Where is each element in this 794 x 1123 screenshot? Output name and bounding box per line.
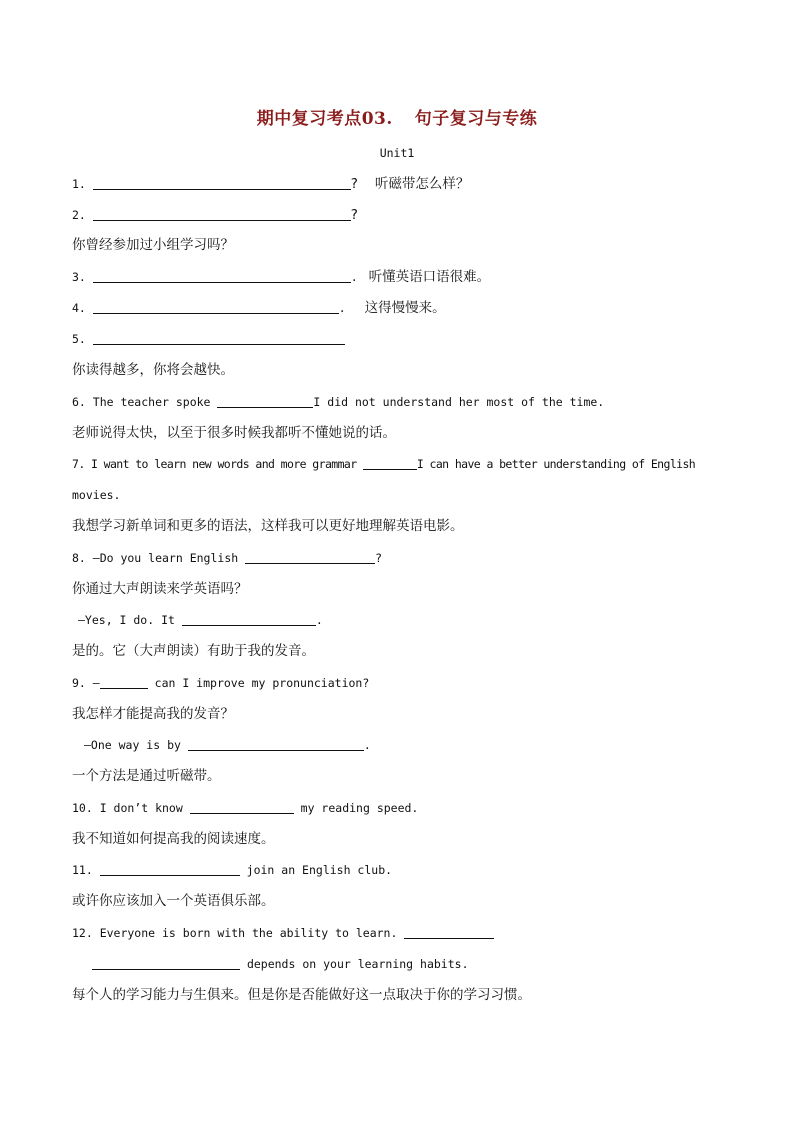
question-chinese: 听懂英语口语很难。 bbox=[368, 269, 491, 285]
question-2-chinese: 你曾经参加过小组学习吗？ bbox=[72, 237, 234, 253]
question-6-chinese: 老师说得太快，以至于很多时候我都听不懂她说的话。 bbox=[72, 425, 396, 441]
question-12-continued bbox=[72, 956, 469, 972]
question-6 bbox=[72, 394, 604, 410]
question-text: I can have a better understanding of English bbox=[416, 457, 696, 471]
question-text: I did not understand her most of the time. bbox=[313, 395, 605, 409]
title-right: 句子复习与专练 bbox=[414, 109, 538, 129]
answer-blank[interactable] bbox=[93, 270, 351, 283]
answer-blank[interactable] bbox=[363, 457, 417, 470]
question-8 bbox=[72, 550, 382, 566]
question-7-continued: movies. bbox=[72, 488, 121, 502]
title-left: 期中复习考点03. bbox=[256, 109, 393, 129]
question-12-chinese: 每个人的学习能力与生俱来。但是你是否能做好这一点取决于你的学习习惯。 bbox=[72, 987, 531, 1003]
answer-text: —Yes, I do. It bbox=[78, 613, 175, 627]
question-text: join an English club. bbox=[246, 863, 393, 877]
answer-blank[interactable] bbox=[245, 551, 375, 564]
question-number: 5. bbox=[72, 332, 86, 346]
question-chinese: 这得慢慢来。 bbox=[364, 300, 446, 316]
question-text: 9. — bbox=[72, 676, 100, 690]
answer-blank[interactable] bbox=[93, 301, 339, 314]
question-5 bbox=[72, 331, 345, 347]
question-10-chinese: 我不知道如何提高我的阅读速度。 bbox=[72, 831, 275, 847]
answer-blank[interactable] bbox=[217, 395, 313, 408]
question-7-chinese: 我想学习新单词和更多的语法，这样我可以更好地理解英语电影。 bbox=[72, 518, 464, 534]
question-9 bbox=[72, 675, 369, 691]
question-1 bbox=[72, 176, 469, 192]
question-punctuation: . bbox=[350, 270, 358, 284]
unit-heading: Unit1 bbox=[379, 146, 415, 160]
question-text: 6. The teacher spoke bbox=[72, 395, 211, 409]
question-2 bbox=[72, 207, 358, 223]
question-number: 4. bbox=[72, 301, 86, 315]
question-text: can I improve my pronunciation? bbox=[154, 676, 370, 690]
page-title bbox=[0, 104, 794, 129]
question-8-answer-chinese: 是的。它（大声朗读）有助于我的发音。 bbox=[72, 643, 315, 659]
answer-blank[interactable] bbox=[100, 863, 240, 876]
answer-punctuation: . bbox=[315, 613, 323, 627]
answer-blank[interactable] bbox=[93, 332, 345, 345]
question-punctuation: ? bbox=[375, 551, 383, 565]
question-9-chinese: 我怎样才能提高我的发音？ bbox=[72, 706, 234, 722]
question-9-answer-chinese: 一个方法是通过听磁带。 bbox=[72, 768, 221, 784]
question-text: 8. —Do you learn English bbox=[72, 551, 239, 565]
answer-punctuation: . bbox=[363, 738, 371, 752]
question-text: 7. I want to learn new words and more grammar bbox=[72, 457, 357, 471]
answer-text: —One way is by bbox=[84, 738, 181, 752]
question-number: 2. bbox=[72, 208, 86, 222]
question-number: 3. bbox=[72, 270, 86, 284]
answer-blank[interactable] bbox=[93, 177, 351, 190]
answer-blank[interactable] bbox=[404, 926, 494, 939]
question-punctuation: ? bbox=[350, 207, 358, 223]
question-11-chinese: 或许你应该加入一个英语俱乐部。 bbox=[72, 893, 275, 909]
question-12 bbox=[72, 925, 494, 941]
question-5-chinese: 你读得越多，你将会越快。 bbox=[72, 362, 234, 378]
answer-blank[interactable] bbox=[190, 801, 294, 814]
question-text: 11. bbox=[72, 863, 93, 877]
question-11 bbox=[72, 862, 392, 878]
question-text: my reading speed. bbox=[300, 801, 419, 815]
question-10 bbox=[72, 800, 418, 816]
question-punctuation: . bbox=[338, 301, 346, 315]
question-8-answer bbox=[72, 612, 323, 628]
question-punctuation: ? bbox=[350, 176, 358, 192]
answer-blank[interactable] bbox=[93, 208, 351, 221]
question-number: 1. bbox=[72, 177, 86, 191]
question-4 bbox=[72, 300, 446, 316]
question-text: 10. I don’t know bbox=[72, 801, 183, 815]
answer-blank[interactable] bbox=[100, 676, 148, 689]
question-text: 12. Everyone is born with the ability to learn. bbox=[72, 926, 398, 940]
answer-blank[interactable] bbox=[182, 613, 316, 626]
question-text: depends on your learning habits. bbox=[246, 957, 469, 971]
question-chinese: 听磁带怎么样？ bbox=[374, 176, 470, 192]
answer-blank[interactable] bbox=[188, 738, 364, 751]
answer-blank[interactable] bbox=[92, 957, 240, 970]
question-8-chinese: 你通过大声朗读来学英语吗？ bbox=[72, 581, 248, 597]
question-9-answer bbox=[72, 737, 371, 753]
question-7 bbox=[72, 456, 695, 472]
question-3 bbox=[72, 269, 490, 285]
